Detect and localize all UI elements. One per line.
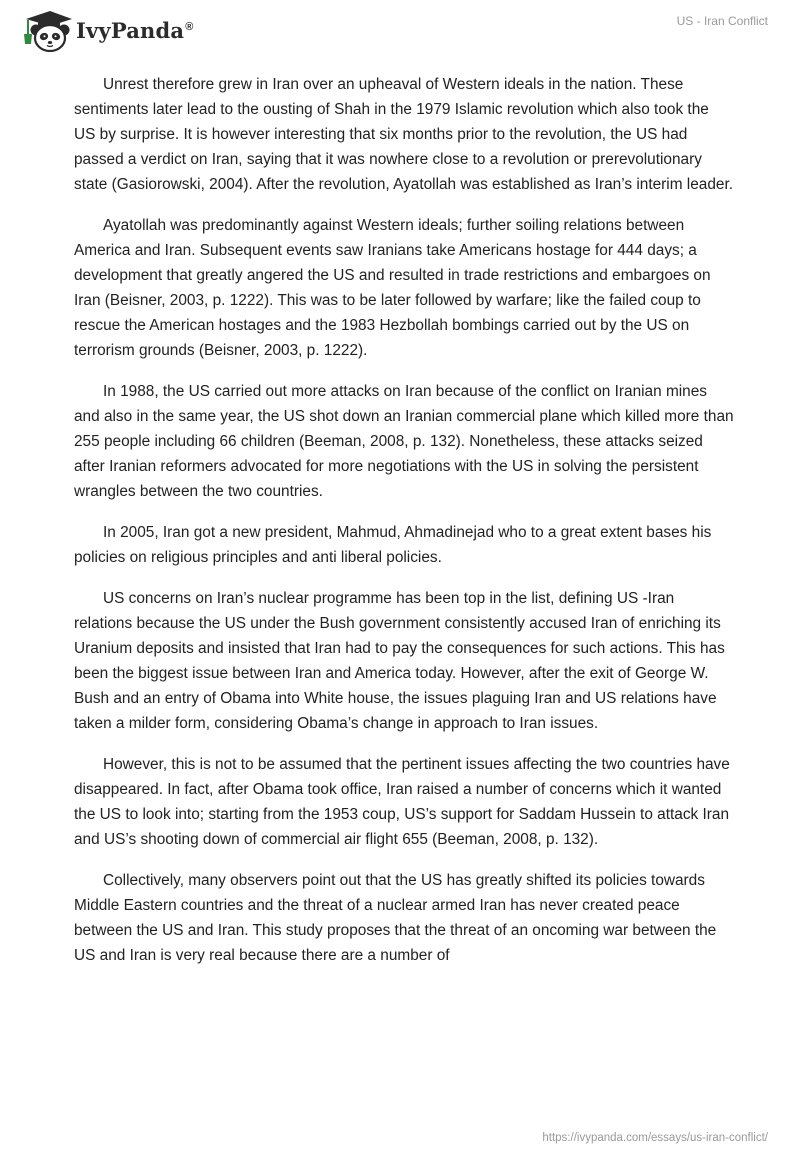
body-paragraph: Unrest therefore grew in Iran over an upheaval of Western ideals in the nation. These sentiments later lead to the ousting of Shah in the 1979 Islamic revolution which also took the US by surprise. It is however interesting that six months prior to the revolution, the US had passed a verdict on Iran, saying that it was nowhere close to a revolution or prerevolutionary state (Gasiorowski, 2004). After the revolution, Ayatollah was established as Iran’s interim leader.	[74, 76, 734, 193]
brand-name: IvyPanda®	[76, 17, 194, 43]
panda-graduate-logo-icon	[14, 8, 72, 52]
document-title: US - Iran Conflict	[676, 14, 768, 28]
page-header	[0, 0, 800, 62]
body-paragraph: US concerns on Iran’s nuclear programme has been top in the list, defining US -Iran relations because the US under the Bush government consistently accused Iran of enriching its Uranium deposits and insisted that Iran had to pay the consequences for such actions. This has been the biggest issue between Iran and America today. However, after the exit of George W. Bush and an entry of Obama into White house, the issues plaguing Iran and US relations have taken a milder form, considering Obama’s change in approach to Iran issues.	[74, 590, 725, 732]
body-paragraph: However, this is not to be assumed that the pertinent issues affecting the two countries have disappeared. In fact, after Obama took office, Iran raised a number of concerns which it wanted the US to look into; starting from the 1953 coup, US’s support for Saddam Hussein to attack Iran and US’s shooting down of commercial air flight 655 (Beeman, 2008, p. 132).	[74, 756, 730, 848]
registered-mark: ®	[185, 20, 194, 33]
body-paragraph: In 2005, Iran got a new president, Mahmud, Ahmadinejad who to a great extent bases his policies on religious principles and anti liberal policies.	[74, 524, 712, 566]
source-url[interactable]: https://ivypanda.com/essays/us-iran-conflict/	[542, 1132, 768, 1144]
body-paragraph: Ayatollah was predominantly against Western ideals; further soiling relations between America and Iran. Subsequent events saw Iranians take Americans hostage for 444 days; a development that greatly angered the US and resulted in trade restrictions and embargoes on Iran (Beisner, 2003, p. 1222). This was to be later followed by warfare; like the failed coup to rescue the American hostages and the 1983 Hezbollah bombings carried out by the US on terrorism grounds (Beisner, 2003, p. 1222).	[74, 217, 711, 359]
body-paragraph: Collectively, many observers point out that the US has greatly shifted its policies towards Middle Eastern countries and the threat of a nuclear armed Iran has never created peace between the US and Iran. This study proposes that the threat of an oncoming war between the US and Iran is very real because there are a number of	[74, 872, 717, 964]
essay-body	[74, 72, 734, 984]
body-paragraph: In 1988, the US carried out more attacks on Iran because of the conflict on Iranian mines and also in the same year, the US shot down an Iranian commercial plane which killed more than 255 people including 66 children (Beeman, 2008, p. 132). Nonetheless, these attacks seized after Iranian reformers advocated for more negotiations with the US in solving the persistent wrangles between the two countries.	[74, 383, 734, 500]
brand-logo[interactable]	[14, 8, 194, 52]
